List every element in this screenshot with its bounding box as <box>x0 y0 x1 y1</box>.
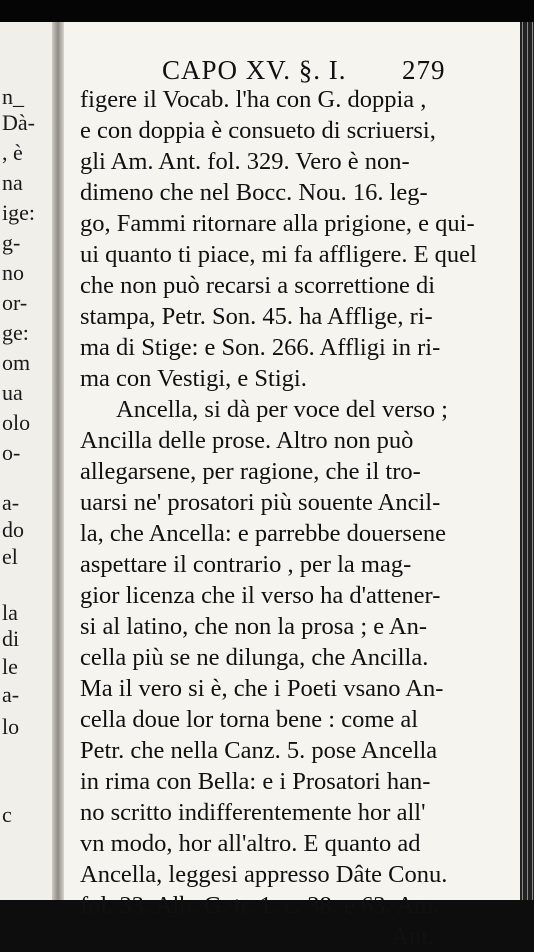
text-line: ma di Stige: e Son. 266. Affligi in ri- <box>80 334 441 361</box>
text-line: no scritto indifferentemente hor all' <box>80 799 426 826</box>
text-line: dimeno che nel Bocc. Nou. 16. leg- <box>80 179 428 206</box>
left-page-edge <box>0 22 52 900</box>
text-line: cella più se ne dilunga, che Ancilla. <box>80 644 429 671</box>
text-line: go, Fammi ritornare alla prigione, e qui- <box>80 210 475 237</box>
text-line: figere il Vocab. l'ha con G. doppia , <box>80 86 427 113</box>
catchword: Ant. <box>391 923 434 950</box>
text-line: cella doue lor torna bene : come al <box>80 706 419 733</box>
left-fragment: a- <box>2 682 20 707</box>
left-fragment: do <box>2 517 24 542</box>
left-fragment: olo <box>2 410 31 435</box>
text-line: stampa, Petr. Son. 45. ha Afflige, ri- <box>80 303 433 330</box>
text-line: aspettare il contrario , per la mag- <box>80 551 412 578</box>
text-line: allegarsene, per ragione, che il tro- <box>80 458 421 485</box>
text-line: gior licenza che il verso ha d'attener- <box>80 582 441 609</box>
left-fragment: na <box>2 170 23 195</box>
chapter-heading: CAPO XV. §. I. <box>162 55 347 85</box>
left-fragment: ge: <box>2 320 29 345</box>
left-fragment: om <box>2 350 31 375</box>
text-line: vn modo, hor all'altro. E quanto ad <box>80 830 421 857</box>
left-fragment: Dà- <box>2 110 35 135</box>
text-line: Ancella, leggesi appresso Dâte Conu. <box>80 861 448 888</box>
left-fragment: le <box>2 654 18 679</box>
text-line: in rima con Bella: e i Prosatori han- <box>80 768 431 795</box>
text-line: fol. 33. Alb. G. tr. 1. c. 38. e 63. Am. <box>80 892 440 919</box>
text-line: si al latino, che non la prosa ; e An- <box>80 613 427 640</box>
running-head <box>162 55 462 85</box>
left-fragment: o- <box>2 440 21 465</box>
top-dark-band <box>0 0 534 22</box>
text-line: che non può recarsi a scorrettione di <box>80 272 436 299</box>
body-text <box>80 84 510 952</box>
left-fragment: di <box>2 626 20 651</box>
left-fragment: ua <box>2 380 23 405</box>
left-fragment: lo <box>2 714 20 739</box>
left-fragment: c <box>2 802 12 827</box>
left-fragment: ige: <box>2 200 35 225</box>
left-fragment: la <box>2 600 18 625</box>
text-line: Ma il vero si è, che i Poeti vsano An- <box>80 675 444 702</box>
left-fragment: no <box>2 260 24 285</box>
left-fragment: n_ <box>2 84 24 109</box>
text-line: ma con Vestigi, e Stigi. <box>80 365 307 392</box>
left-fragment: g- <box>2 230 21 255</box>
text-line: uarsi ne' prosatori più souente Ancil- <box>80 489 441 516</box>
text-line: e con doppia è consueto di scriuersi, <box>80 117 436 144</box>
left-fragment: or- <box>2 290 28 315</box>
text-line: Petr. che nella Canz. 5. pose Ancella <box>80 737 438 764</box>
book-gutter <box>52 22 64 900</box>
text-line: Ancilla delle prose. Altro non può <box>80 427 414 454</box>
page-number: 279 <box>402 55 446 85</box>
left-fragment: el <box>2 544 18 569</box>
text-line: ui quanto ti piace, mi fa affligere. E quel <box>80 241 477 268</box>
text-line: gli Am. Ant. fol. 329. Vero è non- <box>80 148 410 175</box>
paragraph-start-line: Ancella, si dà per voce del verso ; <box>116 396 448 423</box>
left-fragment: a- <box>2 490 20 515</box>
left-fragment: , è <box>2 140 23 165</box>
text-line: la, che Ancella: e parrebbe douersene <box>80 520 446 547</box>
page-edges <box>520 22 534 900</box>
